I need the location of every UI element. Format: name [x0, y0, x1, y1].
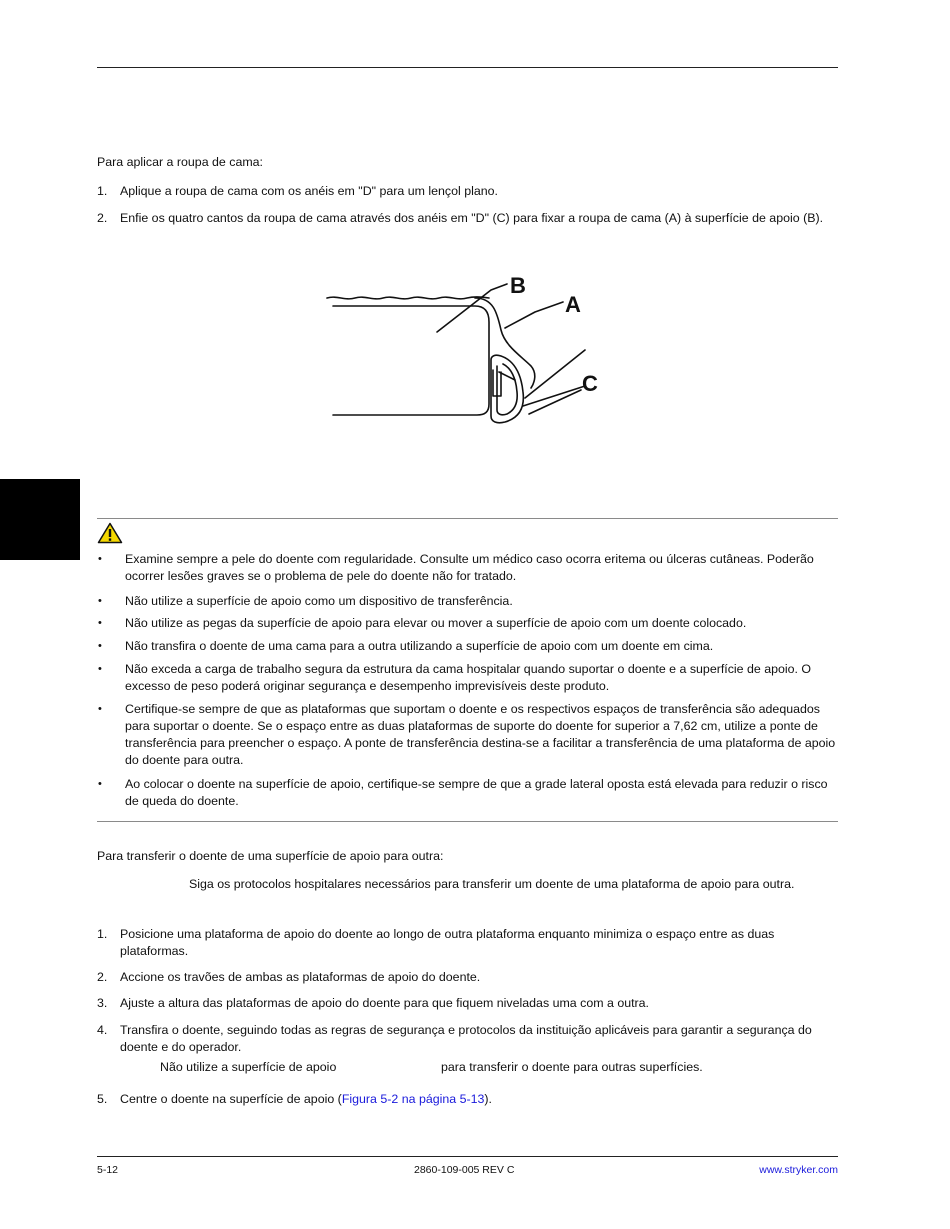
warning-text: Certifique-se sempre de que as plataformas que suportam o doente e os respectivos espaços de transferência são adequados para suportar o doente. Se o espaço entre as duas plataformas de suporte do doente for superior a 7,62 cm, utilize a ponte de transferência para preencher o espaço. A ponte de transferência destina-se a facilitar a transferência de uma plataforma de apoio do doente para outra.: [125, 702, 836, 767]
step-number: 4.: [97, 1023, 108, 1037]
step-number: 1.: [97, 927, 108, 941]
chapter-tab: [0, 479, 80, 560]
leader-b: [437, 284, 507, 332]
d-ring: [491, 355, 523, 423]
warning-item: [97, 776, 838, 810]
footer-page-number: 5-12: [97, 1164, 119, 1176]
warning-text: Não utilize a superfície de apoio como um dispositivo de transferência.: [125, 594, 513, 608]
transfer-note: Siga os protocolos hospitalares necessários para transferir um doente de uma plataforma de apoio para outra.: [189, 877, 795, 891]
step4-note-part1: Não utilize a superfície de apoio: [160, 1060, 337, 1074]
warning-item: [97, 638, 838, 655]
warning-item: [97, 615, 838, 632]
figure-reference-link[interactable]: Figura 5-2 na página 5-13: [341, 1092, 485, 1106]
warning-bottom-rule: [97, 821, 838, 822]
step-text: Transfira o doente, seguindo todas as regras de segurança e protocolos da instituição aplicáveis para garantir a segurança do doente e do operador.: [120, 1023, 812, 1054]
warning-text: Não utilize as pegas da superfície de apoio para elevar ou mover a superfície de apoio com um doente colocado.: [125, 616, 747, 630]
warning-triangle-icon: [97, 522, 123, 544]
bullet-dot: •: [98, 703, 102, 715]
bedding-intro: Para aplicar a roupa de cama:: [97, 155, 263, 169]
header-rule: [97, 67, 838, 68]
warning-text: Examine sempre a pele do doente com regularidade. Consulte um médico caso ocorra eritema ou úlceras cutâneas. Poderão ocorrer lesões graves se o problema de pele do doente não for tratado.: [125, 552, 814, 583]
step-text: Enfie os quatro cantos da roupa de cama através dos anéis em "D" (C) para fixar a roupa de cama (A) à superfície de apoio (B).: [120, 211, 824, 225]
warning-text: Não exceda a carga de trabalho segura da estrutura da cama hospitalar quando suportar o doente e a superfície de apoio. O excesso de peso poderá originar segurança e desempenho imprevisíveis deste produto.: [125, 662, 812, 693]
step4-note-part2: para transferir o doente para outras superfícies.: [441, 1060, 703, 1074]
step-number: 2.: [97, 970, 108, 984]
bedding-step-1: [97, 183, 838, 200]
transfer-step-1: [97, 926, 838, 960]
warning-item: [97, 661, 838, 695]
transfer-step-3: [97, 995, 838, 1012]
step-text: Aplique a roupa de cama com os anéis em "D" para um lençol plano.: [120, 184, 498, 198]
bullet-dot: •: [98, 640, 102, 652]
warning-text: Ao colocar o doente na superfície de apoio, certifique-se sempre de que a grade lateral oposta está elevada para reduzir o risco de queda do doente.: [125, 777, 828, 808]
step-text: Accione os travões de ambas as plataformas de apoio do doente.: [120, 970, 481, 984]
transfer-step-5: [97, 1091, 838, 1108]
bedding-step-2: [97, 210, 838, 227]
warning-text: Não transfira o doente de uma cama para a outra utilizando a superfície de apoio com um doente em cima.: [125, 639, 714, 653]
bullet-dot: •: [98, 663, 102, 675]
footer-website-link[interactable]: www.stryker.com: [759, 1164, 838, 1176]
bullet-dot: •: [98, 778, 102, 790]
bullet-dot: •: [98, 553, 102, 565]
step-number: 2.: [97, 211, 108, 225]
warning-item: [97, 551, 838, 585]
step-number: 5.: [97, 1092, 108, 1106]
bullet-dot: •: [98, 617, 102, 629]
leader-a: [505, 302, 563, 328]
label-a: A: [565, 292, 581, 317]
step5-text-after: ).: [484, 1092, 492, 1106]
step-text: [120, 1091, 838, 1108]
transfer-step-4: [97, 1022, 838, 1056]
step-number: 3.: [97, 996, 108, 1010]
step5-text-before: Centre o doente na superfície de apoio (: [120, 1092, 342, 1106]
bullet-dot: •: [98, 595, 102, 607]
label-c: C: [582, 371, 598, 396]
warning-item: [97, 701, 838, 769]
step-text: Ajuste a altura das plataformas de apoio do doente para que fiquem niveladas uma com a outra.: [120, 996, 649, 1010]
step-number: 1.: [97, 184, 108, 198]
footer-rule: [97, 1156, 838, 1157]
mattress-top: [333, 306, 489, 415]
label-b: B: [510, 273, 526, 298]
transfer-step-2: [97, 969, 838, 986]
bedding-d-ring-figure: [325, 268, 615, 428]
transfer-intro: Para transferir o doente de uma superfície de apoio para outra:: [97, 849, 444, 863]
step-text: Posicione uma plataforma de apoio do doente ao longo de outra plataforma enquanto minimiza o espaço entre as duas plataformas.: [120, 927, 775, 958]
sheet-edge: [327, 297, 489, 299]
footer-doc-number: 2860-109-005 REV C: [414, 1164, 515, 1176]
warning-top-rule: [97, 518, 838, 519]
warning-item: [97, 593, 838, 610]
